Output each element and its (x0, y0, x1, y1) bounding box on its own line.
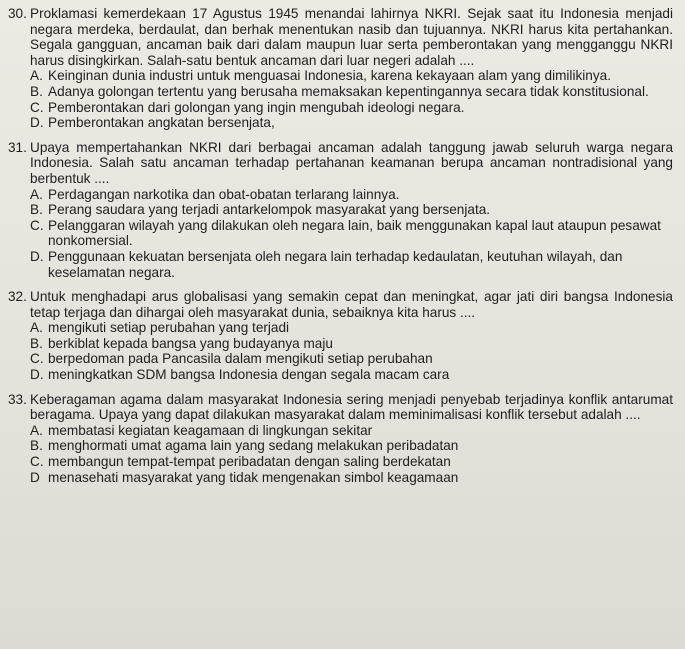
option-text: menghormati umat agama lain yang sedang melakukan peribadatan (48, 438, 459, 454)
question-stem: Upaya mempertahankan NKRI dari berbagai ancaman adalah tanggung jawab seluruh warga negara Indonesia. Salah satu ancaman terhadap pertahanan keamanan berupa ancaman nontradisional yang berbentuk .... (30, 139, 673, 186)
option-a[interactable] (30, 320, 673, 336)
option-text: meningkatkan SDM bangsa Indonesia dengan segala macam cara (48, 367, 450, 383)
option-text: mengikuti setiap perubahan yang terjadi (48, 320, 290, 336)
option-text: Penggunaan kekuatan bersenjata oleh negara lain terhadap kedaulatan, keutuhan wilayah, dan keselamatan negara. (48, 248, 623, 280)
option-text: Pemberontakan dari golongan yang ingin mengubah ideologi negara. (48, 99, 465, 115)
option-d[interactable] (30, 115, 673, 131)
question-stem: Keberagaman agama dalam masyarakat Indonesia sering menjadi penyebab terjadinya konflik antarumat beragama. Upaya yang dapat dilakukan masyarakat dalam meminimalisasi konflik tersebut adalah .... (30, 391, 673, 423)
option-text: Pemberontakan angkatan bersenjata, (48, 115, 275, 131)
question-number: 33. (8, 391, 27, 407)
option-a[interactable] (30, 68, 673, 84)
option-text: menasehati masyarakat yang tidak mengenakan simbol keagamaan (48, 469, 459, 485)
answer-options (30, 423, 673, 485)
option-letter: B. (30, 335, 43, 351)
answer-options (30, 320, 673, 382)
option-text: membangun tempat-tempat peribadatan dengan saling berdekatan (48, 454, 451, 470)
option-letter: A. (30, 186, 43, 202)
option-letter: C. (30, 217, 44, 233)
option-text: Perdagangan narkotika dan obat-obatan terlarang lainnya. (48, 186, 400, 202)
option-text: membatasi kegiatan keagamaan di lingkungan sekitar (48, 422, 373, 438)
question-30 (8, 6, 673, 131)
option-letter: C. (30, 99, 44, 115)
question-number: 30. (8, 6, 27, 21)
option-letter: D (30, 469, 40, 485)
option-b[interactable] (30, 202, 673, 218)
question-stem: Proklamasi kemerdekaan 17 Agustus 1945 menandai lahirnya NKRI. Sejak saat itu Indonesia menjadi negara merdeka, berdaulat, dan berhak menentukan nasib dan tujuannya. NKRI harus kita pertahankan. Segala gangguan, ancaman baik dari dalam maupun luar serta pemberontakan yang mengganggu NKRI harus disingkirkan. Salah-satu bentuk ancaman dari luar negeri adalah .... (30, 6, 673, 68)
option-letter: C. (30, 351, 44, 367)
option-text: Pelanggaran wilayah yang dilakukan oleh negara lain, baik menggunakan kapal laut ataupun pesawat nonkomersial. (48, 217, 661, 249)
question-body (30, 140, 673, 280)
option-letter: A. (30, 422, 43, 438)
option-c[interactable] (30, 218, 673, 249)
option-c[interactable] (30, 454, 673, 470)
question-33 (8, 392, 673, 486)
option-letter: B. (30, 202, 43, 218)
question-stem: Untuk menghadapi arus globalisasi yang semakin cepat dan meningkat, agar jati diri bangsa Indonesia tetap terjaga dan dihargai oleh masyarakat dunia, sebaiknya kita harus .... (30, 289, 673, 320)
question-32 (8, 289, 673, 383)
option-c[interactable] (30, 351, 673, 367)
option-letter: B. (30, 83, 43, 99)
option-a[interactable] (30, 423, 673, 439)
option-d[interactable] (30, 367, 673, 383)
question-31 (8, 140, 673, 280)
option-text: berpedoman pada Pancasila dalam mengikuti setiap perubahan (48, 351, 433, 367)
option-b[interactable] (30, 336, 673, 352)
option-letter: B. (30, 438, 43, 454)
option-letter: D. (30, 115, 44, 131)
option-letter: D. (30, 248, 44, 264)
question-number: 31. (8, 139, 27, 155)
option-b[interactable] (30, 84, 673, 100)
option-c[interactable] (30, 100, 673, 116)
option-b[interactable] (30, 438, 673, 454)
option-d[interactable] (30, 470, 673, 486)
option-letter: A. (30, 320, 43, 336)
question-body (30, 6, 673, 131)
question-body (30, 392, 673, 486)
option-text: Adanya golongan tertentu yang berusaha memaksakan kepentingannya secara tidak konstitusional. (48, 83, 649, 99)
option-letter: D. (30, 367, 44, 383)
question-number: 32. (8, 289, 27, 305)
option-text: Keinginan dunia industri untuk menguasai Indonesia, karena kekayaan alam yang dimilikinya. (48, 68, 611, 84)
question-body (30, 289, 673, 383)
answer-options (30, 68, 673, 130)
option-letter: A. (30, 68, 43, 84)
answer-options (30, 187, 673, 281)
option-text: Perang saudara yang terjadi antarkelompok masyarakat yang bersenjata. (48, 202, 491, 218)
option-letter: C. (30, 454, 44, 470)
option-text: berkiblat kepada bangsa yang budayanya maju (48, 335, 333, 351)
option-a[interactable] (30, 187, 673, 203)
option-d[interactable] (30, 249, 673, 280)
